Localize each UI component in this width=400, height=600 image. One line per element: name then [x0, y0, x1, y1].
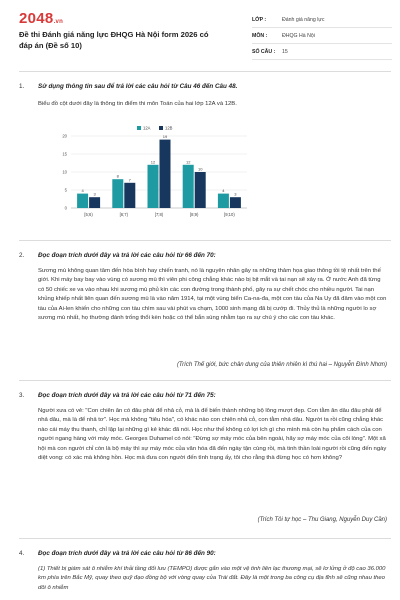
chart-svg: [57, 122, 253, 222]
data-label: 4: [81, 188, 84, 194]
meta-row-count: [252, 44, 392, 60]
legend-label: 12A: [143, 125, 151, 131]
data-label: 12: [150, 159, 156, 165]
question-text: (1) Thiết bị giám sát ô nhiễm khí thải tầng đối lưu (TEMPO) được gắn vào một vệ tinh liên lạc thương mại, sẽ lơ lửng ở độ cao 36.000 km phía trên Bắc Mỹ, quay theo quỹ đạo đồng bộ với vòng quay của Trái đất. Đây là một trong ba công cụ địa tĩnh sẽ cũng nhau theo dõi ô nhiễm: [38, 566, 386, 591]
exam-title: Đề thi Đánh giá năng lực ĐHQG Hà Nội form 2026 có đáp án (Đề số 10): [19, 30, 209, 50]
question-text: Người xưa có vẻ: "Con chiên ăn có đâu phải để nhả cỏ, mà là để biến thành những bộ lông mượt đẹp. Con tằm ăn dâu đâu phải để nhả dâu, mà là để nhả tơ". Học mà không "tiêu hóa", có khác nào con chiên nhả cỏ, con tằm nhả dâu. Người ta rồi cũng chẳng khác nào cái máy thu thanh, chỉ lặp lại những gì kẻ khác đã nói. Học như thế không có lợi ích gì cho mình mà còn hạ phẩm cách của con người ngang hàng với máy móc. Georges Duhamel có nói: "Đừng sợ máy móc của bên ngoài, hãy sợ máy móc của cõi lòng". Một xã hội mà con người chỉ còn là bộ máy thì sự máy móc của văn hóa đã đến ngày tận cùng rồi, mà tinh thần loài người rồi cũng đến ngày diệt vong: có xác mà không hồn. Học mà đưa con người đến tình trạng ấy, tôi cho rằng thà đừng học có hơn không?: [38, 408, 387, 462]
question-source: (Trích Thế giới, bức chân dung của thiên nhiên kì thú hai – Nguyễn Đình Nhơn): [176, 362, 387, 368]
meta-value: 15: [282, 48, 288, 55]
question-2: [19, 251, 391, 371]
data-label: 4: [222, 188, 225, 194]
divider: [19, 71, 391, 72]
meta-key: MÔN :: [252, 32, 268, 39]
data-label: 12: [185, 159, 191, 165]
question-text: Sương mù không quan tâm đến hòa bình hay chiến tranh, nó là nguyên nhân gây ra những thảm họa giao thông tồi tệ nhất trên thế giới. Khi máy bay bay vào vùng có sương mù thì viên phi công chẳng khác nào bị bịt mắt và tai nạn sẽ xảy ra. Ở nước Anh đã từng có 50 chiếc xe va vào nhau khi sương mù phủ kín các con đường trong thành phố, gây ra sự chết chóc cho nhiều người. Tai nạn khủng khiếp nhất liên quan đến sương mù là vào năm 1914, tại một vùng biển Ca-na-đa, một con tàu của Na Uy đã đâm vào một con tàu của Ai-len khiến cho những con tàu chìm sau vài phút va chạm, 1000 sinh mạng đã bị cướp đi. Thủy thủ là những người lo sợ sương mù nhất, họ thường đánh trống thổi kèn hoặc có thể bắn súng nhằm tạo ra sự chú ý cho các con tàu khác.: [38, 268, 387, 322]
y-tick-label: 15: [62, 151, 67, 157]
logo-suffix: .vn: [53, 19, 64, 25]
question-intro: Đọc đoạn trích dưới đây và trả lời các câu hỏi từ 66 đến 70:: [38, 252, 216, 259]
bar: [160, 140, 171, 208]
y-tick-label: 10: [62, 169, 67, 175]
logo-name: 2048: [19, 10, 54, 27]
divider: [19, 538, 391, 539]
bar: [195, 172, 206, 208]
data-label: 7: [128, 177, 131, 183]
question-number: 2.: [19, 252, 25, 259]
bar: [112, 179, 123, 208]
score-bar-chart: [57, 122, 253, 222]
data-label: 8: [116, 173, 119, 179]
bar: [218, 194, 229, 208]
x-tick-label: [5;6): [84, 212, 93, 217]
x-tick-label: [8;9): [190, 212, 199, 217]
data-label: 19: [162, 134, 168, 140]
question-number: 1.: [19, 83, 25, 90]
bar: [77, 194, 88, 208]
legend-swatch: [137, 126, 141, 130]
y-tick-label: 5: [64, 187, 67, 193]
exam-meta-table: [252, 12, 392, 60]
y-tick-label: 20: [62, 133, 67, 139]
bar: [148, 165, 159, 208]
x-tick-label: [9;10): [224, 212, 235, 217]
question-intro: Sử dụng thông tin sau để trả lời các câu hỏi từ Câu 46 đến Câu 48.: [38, 83, 238, 90]
bar: [183, 165, 194, 208]
meta-value: ĐHQG Hà Nội: [282, 32, 315, 39]
legend-swatch: [159, 126, 163, 130]
page-header: [0, 0, 400, 64]
data-label: 3: [234, 191, 237, 197]
question-intro: Đọc đoạn trích dưới đây và trả lời các câu hỏi từ 71 đến 75:: [38, 392, 216, 399]
question-source: (Trích Tôi tự học – Thu Giang, Nguyễn Duy Cần): [257, 517, 387, 523]
data-label: 10: [197, 166, 203, 172]
divider: [19, 380, 391, 381]
meta-row-subject: [252, 28, 392, 44]
x-tick-label: [6;7): [119, 212, 128, 217]
question-3: [19, 391, 391, 531]
bar: [230, 197, 241, 208]
legend-label: 12B: [165, 125, 173, 131]
meta-key: SỐ CÂU :: [252, 48, 276, 55]
meta-row-class: [252, 12, 392, 28]
y-tick-label: 0: [64, 205, 67, 211]
divider: [19, 240, 391, 241]
meta-value: Đánh giá năng lực: [282, 16, 325, 23]
bar: [124, 183, 135, 208]
x-tick-label: [7;8): [154, 212, 164, 217]
question-intro: Đọc đoạn trích dưới đây và trả lời các câu hỏi từ 86 đến 90:: [38, 550, 216, 557]
question-4: [19, 549, 391, 600]
question-number: 3.: [19, 392, 25, 399]
question-text: Biểu đồ cột dưới đây là thông tin điểm thi môn Toán của hai lớp 12A và 12B.: [38, 101, 237, 107]
data-label: 3: [93, 191, 96, 197]
bar: [89, 197, 100, 208]
question-number: 4.: [19, 550, 25, 557]
meta-key: LỚP :: [252, 16, 267, 23]
site-logo[interactable]: [19, 10, 63, 27]
